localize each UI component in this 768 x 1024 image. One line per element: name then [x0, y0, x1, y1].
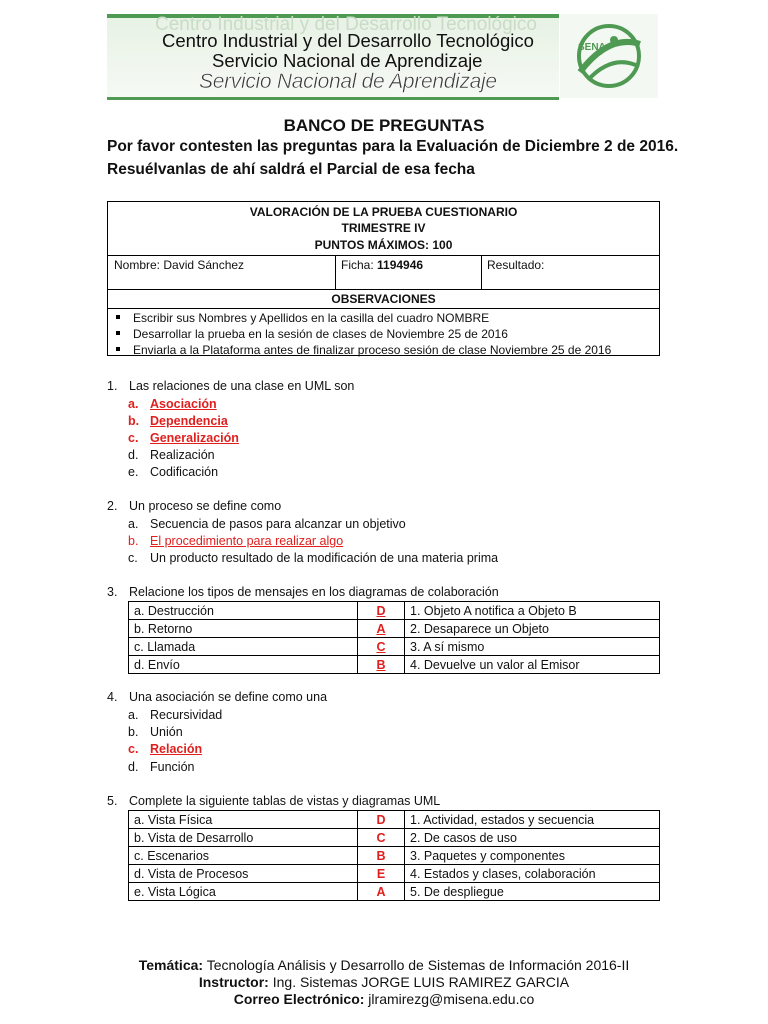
q3-match-table — [128, 601, 660, 674]
footer-instructor: Instructor: Ing. Sistemas JORGE LUIS RAMIREZ GARCIA — [198, 974, 570, 990]
q5-match-table — [128, 810, 660, 901]
q1-option-e: e. Codificación — [128, 465, 219, 479]
question-1: 1. Las relaciones de una clase en UML son — [107, 379, 355, 393]
q1-option-a-answer: a. Asociación — [128, 397, 217, 411]
q1-option-d: d. Realización — [128, 448, 215, 462]
q2-option-c: c. Un producto resultado de la modificación de una materia prima — [128, 551, 499, 565]
table-row: c. Escenarios B 3. Paquetes y componentes — [129, 847, 660, 865]
table-row: a. Destrucción D 1. Objeto A notifica a Objeto B — [129, 602, 660, 620]
ficha-value: 1194946 — [377, 258, 424, 272]
table-row: c. Llamada C 3. A sí mismo — [129, 638, 660, 656]
table-row: b. Retorno A 2. Desaparece un Objeto — [129, 620, 660, 638]
header-service-italic: Servicio Nacional de Aprendizaje — [199, 70, 497, 93]
nombre-field: Nombre: David Sánchez — [114, 258, 245, 272]
header-banner — [107, 14, 559, 100]
table-row: a. Vista Física D 1. Actividad, estados y secuencia — [129, 811, 660, 829]
q1-option-c-answer: c. Generalización — [128, 431, 239, 445]
table-row: d. Envío B 4. Devuelve un valor al Emisor — [129, 656, 660, 674]
q4-option-d: d. Función — [128, 760, 195, 774]
header-watermark: Centro Industrial y del Desarrollo Tecnológico — [155, 14, 537, 35]
table-row: b. Vista de Desarrollo C 2. De casos de uso — [129, 829, 660, 847]
footer-tematica: Temática: Tecnología Análisis y Desarrollo de Sistemas de Información 2016-II — [138, 957, 630, 973]
ficha-label: Ficha: — [341, 258, 378, 272]
q1-option-b-answer: b. Dependencia — [128, 414, 228, 428]
footer-correo: Correo Electrónico: jlramirezg@misena.edu.co — [233, 991, 535, 1007]
observacion-item: Escribir sus Nombres y Apellidos en la casilla del cuadro NOMBRE — [116, 311, 489, 325]
page-title: BANCO DE PREGUNTAS — [283, 116, 485, 135]
header-center-name: Centro Industrial y del Desarrollo Tecnológico — [162, 30, 534, 51]
q4-option-c-answer: c. Relación — [128, 742, 203, 756]
valoracion-box — [107, 201, 660, 356]
observacion-item: Desarrollar la prueba en la sesión de clases de Noviembre 25 de 2016 — [116, 327, 508, 341]
table-row: e. Vista Lógica A 5. De despliegue — [129, 883, 660, 901]
intro-line-1: Por favor contesten las preguntas para la Evaluación de Diciembre 2 de 2016. — [107, 138, 679, 155]
question-3: 3. Relacione los tipos de mensajes en los diagramas de colaboración — [107, 585, 499, 599]
observacion-item: Enviarla a la Plataforma antes de finalizar proceso sesión de clase Noviembre 25 de 2016 — [116, 343, 611, 357]
question-4: 4. Una asociación se define como una — [107, 690, 328, 704]
puntos-maximos-label: PUNTOS MÁXIMOS: 100 — [314, 238, 453, 252]
trimestre-label: TRIMESTRE IV — [341, 221, 426, 235]
question-5: 5. Complete la siguiente tablas de vistas y diagramas UML — [107, 794, 441, 808]
observaciones-title: OBSERVACIONES — [331, 292, 436, 306]
sena-logo — [560, 14, 658, 98]
question-2: 2. Un proceso se define como — [107, 499, 282, 513]
q2-option-b-answer: b. El procedimiento para realizar algo — [128, 534, 344, 548]
table-row: d. Vista de Procesos E 4. Estados y clases, colaboración — [129, 865, 660, 883]
intro-line-2: Resuélvanlas de ahí saldrá el Parcial de esa fecha — [107, 161, 475, 178]
q4-option-b: b. Unión — [128, 725, 183, 739]
sena-logo-text: SENA — [578, 42, 606, 53]
ficha-field — [341, 258, 423, 272]
q4-option-a: a. Recursividad — [128, 708, 223, 722]
q2-option-a: a. Secuencia de pasos para alcanzar un objetivo — [128, 517, 406, 531]
valoracion-heading: VALORACIÓN DE LA PRUEBA CUESTIONARIO — [249, 205, 518, 219]
resultado-field: Resultado: — [487, 258, 545, 272]
header-service-name: Servicio Nacional de Aprendizaje — [212, 50, 483, 71]
